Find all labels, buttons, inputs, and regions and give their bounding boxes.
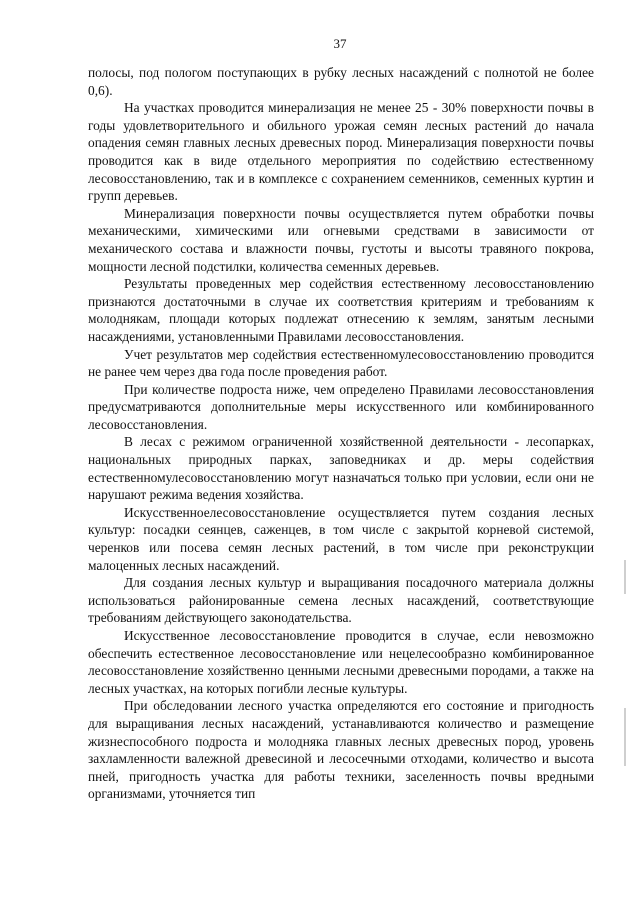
page-number: 37	[333, 36, 347, 51]
page-body	[88, 64, 594, 803]
paragraph-8: Искусственноелесовосстановление осуществляется путем создания лесных культур: посадки сеянцев, саженцев, в том числе с закрытой корневой системой, черенков или посева семян лесных растений, в том числе при реконструкции малоценных лесных насаждений.	[88, 504, 594, 573]
paragraph-9: Для создания лесных культур и выращивания посадочного материала должны использоваться районированные семена лесных насаждений, соответствующие требованиям действующего законодательства.	[88, 575, 594, 626]
paragraph-7: В лесах с режимом ограниченной хозяйственной деятельности - лесопарках, национальных природных парках, заповедниках и др. меры содействия естественномулесовосстановлению могут назначаться только при условии, если они не нарушают режима ведения хозяйства.	[88, 434, 594, 503]
paragraph-10: Искусственное лесовосстановление проводится в случае, если невозможно обеспечить естественное лесовосстановление или нецелесообразно комбинированное лесовосстановление хозяйственно ценными лесными древесными породами, а также на лесных участках, на которых погибли лесные культуры.	[88, 628, 594, 696]
paragraph-5: Учет результатов мер содействия естественномулесовосстановлению проводится не ранее чем через два года после проведения работ.	[88, 346, 594, 380]
paragraph-11: При обследовании лесного участка определяются его состояние и пригодность для выращивания лесных насаждений, устанавливаются количество и размещение жизнеспособного подроста и молодняка главных лесных древесных пород, уровень захламленности валежной древесиной и лесосечными отходами, количество и высота пней, пригодность участка для работы техники, заселенность почвы вредными организмами, уточняется тип	[88, 698, 594, 802]
paragraph-6: При количестве подроста ниже, чем определено Правилами лесовосстановления предусматриваются дополнительные меры искусственного или комбинированного лесовосстановления.	[88, 381, 594, 432]
paragraph-3: Минерализация поверхности почвы осуществляется путем обработки почвы механическими, химическими или огневыми средствами в зависимости от механического состава и влажности почвы, густоты и высоты травяного покрова, мощности лесной подстилки, количества семенных деревьев.	[88, 205, 594, 274]
scan-margin-mark	[624, 560, 626, 594]
paragraph-1: полосы, под пологом поступающих в рубку лесных насаждений с полнотой не более 0,6).	[88, 65, 594, 98]
paragraph-4: Результаты проведенных мер содействия естественному лесовосстановлению признаются достаточными в случае их соответствия критериям и требованиям к молоднякам, площади которых подлежат отнесению к землям, занятым лесными насаждениями, установленными Правилами лесовосстановления.	[88, 276, 594, 344]
paragraph-2: На участках проводится минерализация не менее 25 - 30% поверхности почвы в годы удовлетворительного и обильного урожая семян лесных растений до начала опадения семян главных лесных древесных пород. Минерализация поверхности почвы проводится как в виде отдельного мероприятия по содействию естественному лесовосстановлению, так и в комплексе с сохранением семенников, семенных куртин и групп деревьев.	[88, 100, 594, 204]
scan-margin-mark	[624, 708, 626, 766]
